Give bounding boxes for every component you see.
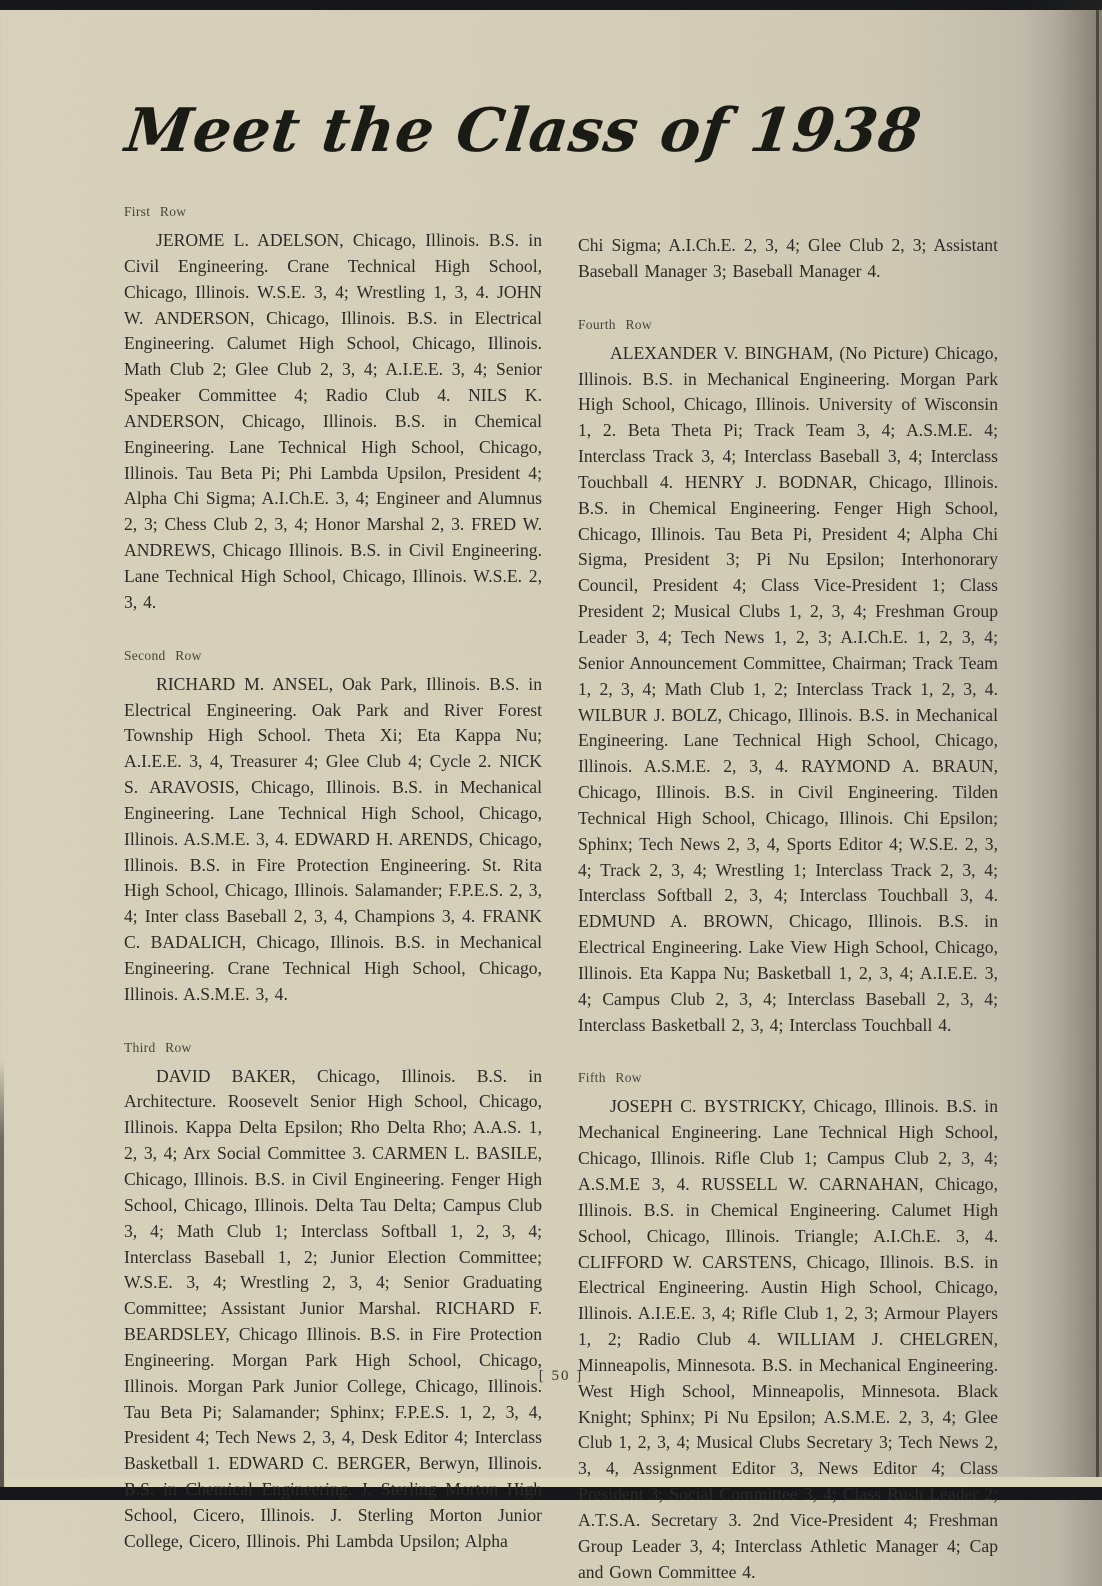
biography-paragraph: ALEXANDER V. BINGHAM, (No Picture) Chicago, Illinois. B.S. in Mechanical Engineering. Morgan Park High School, Chicago, Illinois. University of Wisconsin 1, 2. Beta Theta Pi; Track Team 3, 4; A.S.M.E. 4; Interclass Track 3, 4; Interclass Baseball 3, 4; Interclass Touchball 4. HENRY J. BODNAR, Chicago, Illinois. B.S. in Chemical Engineering. Fenger High School, Chicago, Illinois. Tau Beta Pi, President 4; Alpha Chi Sigma, President 3; Pi Nu Epsilon; Interhonorary Council, President 4; Class Vice-President 1; Class President 2; Musical Clubs 1, 2, 3, 4; Freshman Group Leader 3, 4; Tech News 1, 2, 3; A.I.Ch.E. 1, 2, 3, 4; Senior Announcement Committee, Chairman; Track Team 1, 2, 3, 4; Math Club 1, 2; Interclass Track 1, 2, 3, 4. WILBUR J. BOLZ, Chicago, Illinois. B.S. in Mechanical Engineering. Lane Technical High School, Chicago, Illinois. A.S.M.E. 2, 3, 4. RAYMOND A. BRAUN, Chicago, Illinois. B.S. in Civil Engineering. Tilden Technical High School, Chicago, Illinois. Chi Epsilon; Sphinx; Tech News 2, 3, 4, Sports Editor 4; W.S.E. 2, 3, 4; Track 2, 3, 4; Wrestling 1; Interclass Track 2, 3, 4; Interclass Softball 2, 3, 4; Interclass Touchball 3, 4. EDMUND A. BROWN, Chicago, Illinois. B.S. in Electrical Engineering. Lake View High School, Chicago, Illinois. Eta Kappa Nu; Basketball 1, 2, 3, 4; A.I.E.E. 3, 4; Campus Club 2, 3, 4; Interclass Baseball 2, 3, 4; Interclass Basketball 2, 3, 4; Interclass Touchball 4. — [578, 342, 998, 1035]
page-title: Meet the Class of 1938 — [121, 96, 926, 166]
section-header-fifth-row: Fifth Row — [578, 1070, 642, 1086]
biography-paragraph: DAVID BAKER, Chicago, Illinois. B.S. in Architecture. Roosevelt Senior High School, Chicago, Illinois. Kappa Delta Epsilon; Rho Delta Rho; A.A.S. 1, 2, 3, 4; Arx Social Committee 3. CARMEN L. BASILE, Chicago, Illinois. B.S. in Civil Engineering. Fenger High School, Chicago, Illinois. Delta Tau Delta; Campus Club 3, 4; Math Club 1; Interclass Softball 1, 2, 3, 4; Interclass Baseball 1, 2; Junior Election Committee; W.S.E. 3, 4; Wrestling 2, 3, 4; Senior Graduating Committee; Assistant Junior Marshal. RICHARD F. BEARDSLEY, Chicago Illinois. B.S. in Fire Protection Engineering. Morgan Park High School, Chicago, Illinois. Morgan Park Junior College, Chicago, Illinois. Tau Beta Pi; Salamander; Sphinx; F.P.E.S. 1, 2, 3, 4, President 4; Tech News 2, 3, 4, Desk Editor 4; Interclass Basketball 1. EDWARD C. BERGER, Berwyn, Illinois. B.S. in Chemical Engineering. J. Sterling Morton High School, Cicero, Illinois. J. Sterling Morton Junior College, Cicero, Illinois. Phi Lambda Upsilon; Alpha — [124, 1065, 542, 1551]
section-header-third-row: Third Row — [124, 1039, 192, 1055]
page-gutter-shadow — [1022, 0, 1102, 1500]
biography-paragraph: RICHARD M. ANSEL, Oak Park, Illinois. B.S. in Electrical Engineering. Oak Park and River Forest Township High School. Theta Xi; Eta Kappa Nu; A.I.E.E. 3, 4, Treasurer 4; Glee Club 4; Cycle 2. NICK S. ARAVOSIS, Chicago, Illinois. B.S. in Mechanical Engineering. Lane Technical High School, Chicago, Illinois. A.S.M.E. 3, 4. EDWARD H. ARENDS, Chicago, Illinois. B.S. in Fire Protection Engineering. St. Rita High School, Chicago, Illinois. Salamander; F.P.E.S. 2, 3, 4; Inter class Baseball 2, 3, 4, Champions 3, 4. FRANK C. BADALICH, Chicago, Illinois. B.S. in Mechanical Engineering. Crane Technical High School, Chicago, Illinois. A.S.M.E. 3, 4. — [124, 673, 542, 1004]
section-header-fourth-row: Fourth Row — [578, 316, 652, 332]
page-right-edge-line — [1096, 10, 1099, 1487]
section-header-second-row: Second Row — [124, 647, 202, 663]
biography-paragraph: JOSEPH C. BYSTRICKY, Chicago, Illinois. B.S. in Mechanical Engineering. Lane Technical High School, Chicago, Illinois. Rifle Club 1; Campus Club 2, 3, 4; A.S.M.E 3, 4. RUSSELL W. CARNAHAN, Chicago, Illinois. B.S. in Chemical Engineering. Calumet High School, Chicago, Illinois. Triangle; A.I.Ch.E. 3, 4. CLIFFORD W. CARSTENS, Chicago, Illinois. B.S. in Electrical Engineering. Austin High School, Chicago, Illinois. A.I.E.E. 3, 4; Rifle Club 1, 2, 3; Armour Players 1, 2; Radio Club 4. WILLIAM J. CHELGREN, Minneapolis, Minnesota. B.S. in Mechanical Engineering. West High School, Minneapolis, Minnesota. Black Knight; Sphinx; Pi Nu Epsilon; A.S.M.E. 2, 3, 4; Glee Club 1, 2, 3, 4; Musical Clubs Secretary 3; Tech News 2, 3, 4, Assignment Editor 3, News Editor 4; Class President 3; Social Committee 3, 4; Class Rush Leader 2; A.T.S.A. Secretary 3. 2nd Vice-President 4; Freshman Group Leader 3, 4; Interclass Athletic Manager 4; Cap and Gown Committee 4. — [578, 1096, 998, 1582]
biography-continuation-paragraph: Chi Sigma; A.I.Ch.E. 2, 3, 4; Glee Club 2, 3; Assistant Baseball Manager 3; Baseball Manager 4. — [578, 235, 998, 281]
section-header-first-row: First Row — [124, 204, 187, 219]
left-column — [124, 204, 542, 1555]
page-left-edge-line — [0, 1060, 4, 1500]
page-number: [ 50 ] — [538, 1368, 584, 1384]
top-edge-band — [0, 0, 1102, 10]
biography-paragraph: JEROME L. ADELSON, Chicago, Illinois. B.S. in Civil Engineering. Crane Technical High School, Chicago, Illinois. W.S.E. 3, 4; Wrestling 1, 3, 4. JOHN W. ANDERSON, Chicago, Illinois. B.S. in Electrical Engineering. Calumet High School, Chicago, Illinois. Math Club 2; Glee Club 2, 3, 4; A.I.E.E. 3, 4; Senior Speaker Committee 4; Radio Club 4. NILS K. ANDERSON, Chicago, Illinois. B.S. in Chemical Engineering. Lane Technical High School, Chicago, Illinois. Tau Beta Pi; Phi Lambda Upsilon, President 4; Alpha Chi Sigma; A.I.Ch.E. 3, 4; Engineer and Alumnus 2, 3; Chess Club 2, 3, 4; Honor Marshal 2, 3. FRED W. ANDREWS, Chicago Illinois. B.S. in Civil Engineering. Lane Technical High School, Chicago, Illinois. W.S.E. 2, 3, 4. — [124, 230, 542, 612]
